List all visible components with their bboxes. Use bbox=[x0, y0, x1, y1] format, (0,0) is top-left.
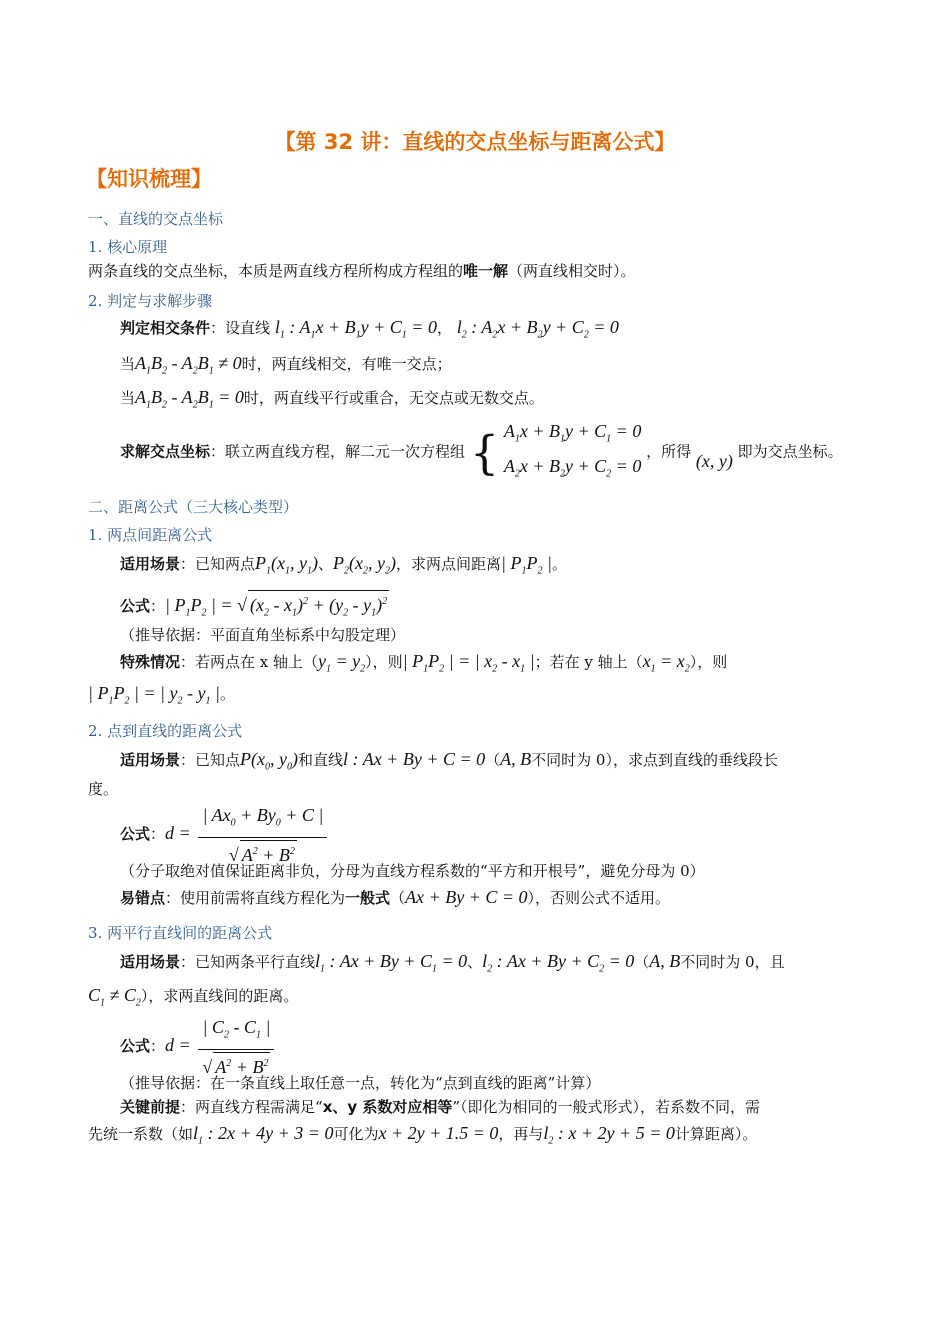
l2l-key-cont: 先统一系数（如$l_1$ : 2x + 4y + 3 = 0可化为x + 2y + 1.5 = 0，再与$l_2$ : x + 2y + 5 = 0计算距离）。 bbox=[88, 1123, 758, 1147]
section1-sub2: 2. 判定与求解步骤 bbox=[88, 292, 213, 310]
line-equation-l1: $l_1$ : $A_1x + B_1y + C_1 = 0$ bbox=[274, 317, 437, 341]
l2l-formula: 公式：d = $\frac{| C_2 - C_1 |}{√ A^2 + B^2}$ bbox=[120, 1016, 277, 1078]
lecture-title: 【第 32 讲：直线的交点坐标与距离公式】 bbox=[274, 130, 676, 154]
p2l-scene: 适用场景：已知点$P(x_0$, $y_0$)和直线l : Ax + By + C = 0（A, B不同时为 0），求点到直线的垂线段长 bbox=[120, 749, 778, 773]
p2p-scene: 适用场景：已知两点$P_1(x_1$, $y_1$)、$P_2(x_2$, $y_2$)，求两点间距离| $P_1P_2$ |。 bbox=[120, 553, 567, 577]
section1-heading: 一、直线的交点坐标 bbox=[88, 210, 224, 228]
p2p-heading: 1. 两点间距离公式 bbox=[88, 526, 213, 544]
p2l-formula: 公式：d = $\frac{| Ax_0 + By_0 + C |}{√ A^2 + B^2}$ bbox=[120, 804, 330, 866]
p2p-special: 特殊情况：若两点在 x 轴上$(y_1 = y_2)$，则| $P_1P_2$ | = | $x_2 - x_1$ |；若在 y 轴上$(x_1 = x_2)$，则 bbox=[120, 651, 728, 675]
line-equation-l2: $l_2$ : $A_2x + B_2y + C_2 = 0$ bbox=[456, 317, 619, 341]
p2l-scene-cont: 度。 bbox=[88, 780, 119, 798]
p2p-formula: 公式：| $P_1P_2$ | = √ $(x_2 - x_1)^2 + (y_2 - y_1)^2$ bbox=[120, 590, 389, 625]
p2l-note: （分子取绝对值保证距离非负，分母为直线方程系数的“平方和开根号”，避免分母为 0） bbox=[120, 862, 705, 880]
section1-principle: 两条直线的交点坐标，本质是两直线方程所构成方程组的唯一解（两直线相交时）。 bbox=[88, 262, 636, 280]
knowledge-heading: 【知识梳理】 bbox=[86, 167, 212, 191]
p2p-special-cont: | $P_1P_2$ | = | $y_2 - y_1$ |。 bbox=[88, 683, 235, 707]
l2l-basis: （推导依据：在一条直线上取任意一点，转化为“点到直线的距离”计算） bbox=[120, 1074, 601, 1092]
parallel-condition: 当$A_1B_2 - A_2B_1 = 0$时，两直线平行或重合，无交点或无数交点。 bbox=[120, 387, 544, 411]
equation-system: $A_1x + B_1y + C_1 = 0$ $A_2x + B_2y + C_2 = 0$ bbox=[503, 421, 642, 480]
section2-heading: 二、距离公式（三大核心类型） bbox=[88, 498, 299, 516]
l2l-scene-cont: $C_1 \ne C_2$），求两直线间的距离。 bbox=[88, 985, 299, 1009]
section1-sub1: 1. 核心原理 bbox=[88, 238, 168, 256]
l2l-heading: 3. 两平行直线间的距离公式 bbox=[88, 924, 273, 942]
l2l-key: 关键前提：两直线方程需满足“x、y 系数对应相等”（即化为相同的一般式形式），若系数不同，需 bbox=[120, 1098, 761, 1116]
p2l-pitfall: 易错点：使用前需将直线方程化为一般式（Ax + By + C = 0），否则公式不适用。 bbox=[120, 887, 670, 907]
p2l-heading: 2. 点到直线的距离公式 bbox=[88, 722, 243, 740]
l2l-scene: 适用场景：已知两条平行直线$l_1$ : $Ax + By + C_1 = 0$、$l_2$ : $Ax + By + C_2 = 0(A$, B不同时为 0，且 bbox=[120, 951, 785, 975]
p2p-basis: （推导依据：平面直角坐标系中勾股定理） bbox=[120, 626, 406, 644]
condition-line: 判定相交条件：设直线 $l_1$ : $A_1x + B_1y + C_1 = 0$， $l_2$ : $A_2x + B_2y + C_2 = 0$ bbox=[120, 317, 619, 341]
solve-line: 求解交点坐标：联立两直线方程，解二元一次方程组 { $A_1x + B_1y + C_1 = 0$ $A_2x + B_2y + C_2 = 0$ ，所得 (x, y) 即为交点坐标。 bbox=[120, 418, 843, 487]
intersect-condition: 当$A_1B_2 - A_2B_1 \ne 0$时，两直线相交，有唯一交点； bbox=[120, 353, 452, 377]
